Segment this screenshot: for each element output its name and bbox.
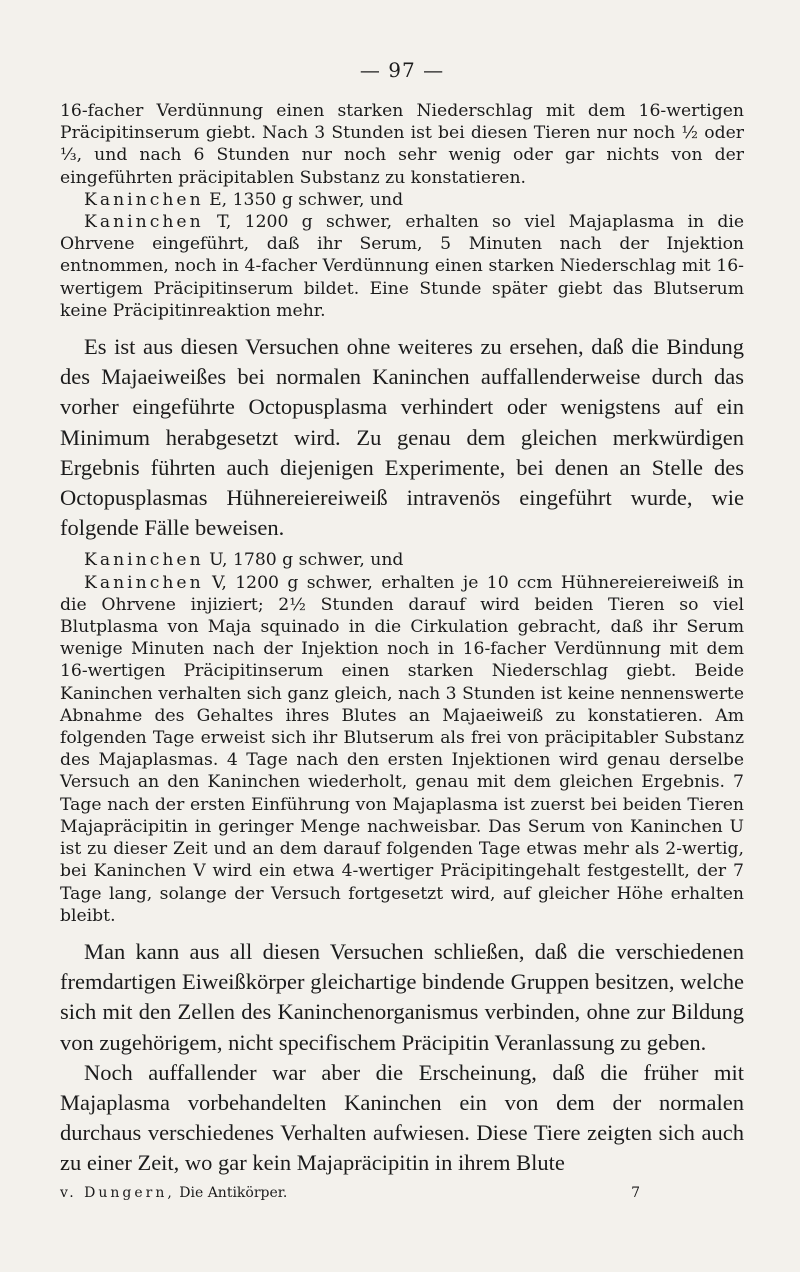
paragraph-text: U, 1780 g schwer, und [203,550,404,571]
paragraph-text: E, 1350 g schwer, und [203,189,404,210]
paragraph [60,211,744,322]
animal-label: Kaninchen [84,189,204,210]
small-print-block-2 [60,549,744,926]
animal-label: Kaninchen [84,550,204,571]
paragraph [60,572,744,927]
page-footer [60,1185,744,1201]
body-paragraph: Man kann aus all diesen Versuchen schließen, daß die verschiedenen fremdartigen Eiweißkörper gleichartige bindende Gruppen besitzen, welche sich mit den Zellen des Kaninchenorganismus verbinden, ohne zur Bildung von zugehörigem, nicht specifischem Präcipitin Veranlassung zu geben. [60,938,744,1055]
small-print-block-1 [60,100,744,322]
sheet-signature: 7 [631,1184,640,1201]
paragraph: 16-facher Verdünnung einen starken Niederschlag mit dem 16-wertigen Präcipitinserum giebt. Nach 3 Stunden ist bei diesen Tieren nur noch ½ oder ⅓, und nach 6 Stunden nur noch sehr wenig oder gar nichts von der eingeführten präcipitablen Substanz zu konstatieren. [60,101,744,188]
footer-author: v. Dungern, [60,1184,175,1201]
body-paragraph: Es ist aus diesen Versuchen ohne weiteres zu ersehen, daß die Bindung des Majaeiweißes bei normalen Kaninchen auffallenderweise durch das vorher eingeführte Octopusplasma verhindert oder wenigstens auf ein Minimum herabgesetzt wird. Zu genau dem gleichen merkwürdigen Ergebnis führten auch diejenigen Experimente, bei denen an Stelle des Octopusplasmas Hühnereiereiweiß intravenös eingeführt wurde, wie folgende Fälle beweisen. [60,334,744,541]
paragraph [60,549,744,571]
footer-title: Die Antikörper. [174,1184,288,1201]
animal-label: Kaninchen [84,572,204,593]
paragraph [60,189,744,211]
paragraph-text: T, 1200 g schwer, erhalten so viel Majaplasma in die Ohrvene eingeführt, daß ihr Serum, 5 Minuten nach der Injektion entnommen, noch in 4-facher Verdünnung einen starken Niederschlag mit 16-wertigem Präcipitinserum bildet. Eine Stunde später giebt das Blutserum keine Präcipitinreaktion mehr. [60,212,744,321]
page-number: — 97 — [359,58,445,82]
footer-source [60,1185,287,1201]
body-paragraph: Noch auffallender war aber die Erscheinung, daß die früher mit Majaplasma vorbehandelten Kaninchen ein von dem der normalen durchaus verschiedenes Verhalten aufwiesen. Diese Tiere zeigten sich auch zu einer Zeit, wo gar kein Majapräcipitin in ihrem Blute [60,1059,744,1176]
paragraph-text: V, 1200 g schwer, erhalten je 10 ccm Hühnereiereiweiß in die Ohrvene injiziert; 2½ Stunden darauf wird beiden Tieren so viel Blutplasma von Maja squinado in die Cirkulation gebracht, daß ihr Serum wenige Minuten nach der Injektion noch in 16-facher Verdünnung mit dem 16-wertigen Präcipitinserum einen starken Niederschlag giebt. Beide Kaninchen verhalten sich ganz gleich, nach 3 Stunden ist keine nennenswerte Abnahme des Gehaltes ihres Blutes an Majaeiweiß zu konstatieren. Am folgenden Tage erweist sich ihr Blutserum als frei von präcipitabler Substanz des Majaplasmas. 4 Tage nach den ersten Injektionen wird genau derselbe Versuch an den Kaninchen wiederholt, genau mit dem gleichen Ergebnis. 7 Tage nach der ersten Einführung von Majaplasma ist zuerst bei beiden Tieren Majapräcipitin in geringer Menge nachweisbar. Das Serum von Kaninchen U ist zu dieser Zeit und an dem darauf folgenden Tage etwas mehr als 2-wertig, bei Kaninchen V wird ein etwa 4-wertiger Präcipitingehalt festgestellt, der 7 Tage lang, solange der Versuch fortgesetzt wird, auf gleicher Höhe erhalten bleibt. [60,572,744,926]
animal-label: Kaninchen [84,212,204,233]
